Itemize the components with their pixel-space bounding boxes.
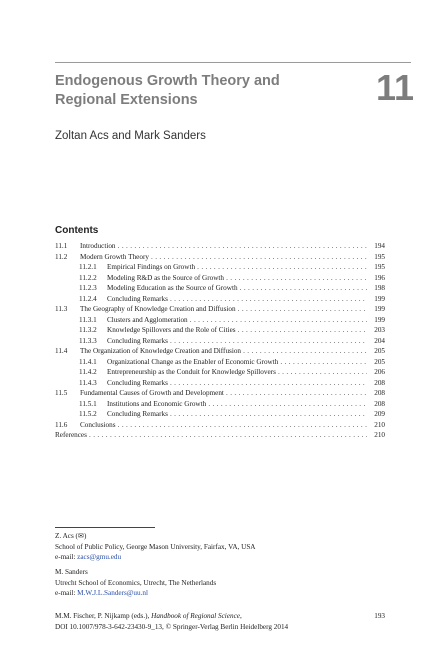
toc-entry-number: 11.1	[55, 242, 68, 250]
toc-entry[interactable]	[55, 409, 385, 420]
toc-entry-page: 196	[374, 273, 385, 282]
toc-entry[interactable]	[55, 378, 385, 389]
footnote-rule	[55, 527, 155, 528]
footer-editors-end: ,	[239, 612, 242, 620]
toc-entry-title: References . . .	[55, 430, 367, 441]
toc-entry[interactable]	[55, 388, 385, 399]
toc-entry-title: Modeling Education as the Source of Growth . . .	[55, 283, 367, 294]
toc-entry-number: 11.3.1	[79, 315, 97, 324]
toc-entry[interactable]	[55, 430, 385, 441]
toc-entry[interactable]	[55, 346, 385, 357]
toc-entry-title: Concluding Remarks . . .	[55, 409, 367, 420]
toc-entry[interactable]	[55, 367, 385, 378]
toc-entry-title: Fundamental Causes of Growth and Development . . .	[55, 388, 367, 399]
author-2-email-line	[55, 588, 216, 599]
toc-entry-title: The Geography of Knowledge Creation and Diffusion . . .	[55, 304, 367, 315]
toc-entry-number: 11.3.3	[79, 336, 97, 345]
footer-doi-line: DOI 10.1007/978-3-642-23430-9_13, © Springer-Verlag Berlin Heidelberg 2014	[55, 623, 289, 631]
email-label: e-mail:	[55, 553, 78, 561]
toc-entry[interactable]	[55, 357, 385, 368]
toc-entry-page: 203	[374, 326, 385, 334]
toc-entry[interactable]	[55, 315, 385, 326]
email-label: e-mail:	[55, 589, 78, 597]
toc-entry-page: 194	[374, 242, 385, 250]
toc-entry-number: 11.2	[55, 252, 68, 261]
toc-entry-page: 195	[374, 252, 385, 261]
toc-entry-title: Organizational Change as the Enabler of Economic Growth . . .	[55, 357, 367, 368]
toc-entry-page: 208	[374, 389, 385, 397]
affiliation-author-2	[55, 567, 216, 599]
affiliation-author-1	[55, 531, 256, 563]
toc-entry-number: 11.3	[55, 305, 68, 313]
toc-entry-number: 11.2.3	[79, 284, 97, 292]
toc-entry-number: 11.2.2	[79, 273, 97, 282]
toc-entry-title: Modeling R&D as the Source of Growth . . .	[55, 273, 367, 284]
toc-entry-number: 11.4.1	[79, 357, 97, 366]
toc-entry-number: 11.5.2	[79, 410, 97, 418]
footer-editors-line	[55, 611, 288, 622]
footer-citation	[55, 611, 288, 633]
toc-entry-title: Introduction . . .	[55, 241, 367, 252]
toc-entry[interactable]	[55, 241, 385, 252]
toc-entry-number: 11.2.1	[79, 263, 97, 271]
toc-entry-number: 11.4	[55, 347, 68, 355]
toc-entry-page: 195	[374, 263, 385, 271]
toc-entry-number: 11.2.4	[79, 294, 97, 303]
toc-entry-page: 199	[374, 305, 385, 313]
chapter-authors: Zoltan Acs and Mark Sanders	[55, 130, 206, 142]
toc-entry-title: The Organization of Knowledge Creation and Diffusion . . .	[55, 346, 367, 357]
toc-entry-number: 11.4.2	[79, 368, 97, 376]
chapter-title-line-2: Regional Extensions	[55, 92, 198, 108]
toc-entry-title: Concluding Remarks . . .	[55, 336, 367, 347]
toc-entry-title: Clusters and Agglomeration . . .	[55, 315, 367, 326]
toc-entry-page: 199	[374, 315, 385, 324]
toc-entry[interactable]	[55, 325, 385, 336]
toc-entry-page: 210	[374, 420, 385, 429]
toc-entry[interactable]	[55, 252, 385, 263]
author-1-name: Z. Acs (✉)	[55, 532, 87, 540]
toc-entry[interactable]	[55, 336, 385, 347]
toc-entry[interactable]	[55, 420, 385, 431]
toc-entry[interactable]	[55, 262, 385, 273]
page-number: 193	[374, 612, 385, 620]
author-2-email-link[interactable]: M.W.J.L.Sanders@uu.nl	[77, 589, 148, 597]
table-of-contents	[55, 241, 385, 441]
chapter-number: 11	[375, 67, 414, 108]
toc-entry[interactable]	[55, 304, 385, 315]
toc-entry[interactable]	[55, 399, 385, 410]
toc-entry-title: Modern Growth Theory . . .	[55, 252, 367, 263]
author-1-email-link[interactable]: zacs@gmu.edu	[77, 553, 122, 561]
toc-entry-page: 208	[374, 378, 385, 387]
toc-entry-page: 206	[374, 368, 385, 376]
toc-entry-page: 204	[374, 336, 385, 345]
toc-entry-title: Concluding Remarks . . .	[55, 378, 367, 389]
toc-entry-title: Concluding Remarks . . .	[55, 294, 367, 305]
toc-entry-title: Knowledge Spillovers and the Role of Cities . . .	[55, 325, 367, 336]
toc-entry-number: 11.4.3	[79, 378, 97, 387]
toc-entry[interactable]	[55, 283, 385, 294]
author-1-institution: School of Public Policy, George Mason University, Fairfax, VA, USA	[55, 542, 256, 551]
toc-entry-page: 199	[374, 294, 385, 303]
toc-entry-page: 210	[374, 431, 385, 439]
author-2-institution: Utrecht School of Economics, Utrecht, The Netherlands	[55, 578, 217, 587]
toc-entry-page: 198	[374, 284, 385, 292]
toc-entry-page: 205	[374, 357, 385, 366]
toc-entry-page: 208	[374, 399, 385, 408]
toc-entry-page: 205	[374, 347, 385, 355]
toc-entry-title: Empirical Findings on Growth . . .	[55, 262, 367, 273]
author-2-name: M. Sanders	[55, 568, 88, 576]
toc-entry-title: Institutions and Economic Growth . . .	[55, 399, 367, 410]
toc-entry-number: 11.5	[55, 389, 68, 397]
toc-entry-number: 11.6	[55, 420, 68, 429]
toc-entry-title: Entrepreneurship as the Conduit for Knowledge Spillovers . . .	[55, 367, 367, 378]
top-rule	[55, 62, 411, 63]
contents-heading: Contents	[55, 225, 99, 236]
toc-entry[interactable]	[55, 294, 385, 305]
chapter-title	[55, 72, 345, 110]
toc-entry-page: 209	[374, 410, 385, 418]
chapter-title-line-1: Endogenous Growth Theory and	[55, 73, 280, 89]
toc-entry[interactable]	[55, 273, 385, 284]
footer-editors: M.M. Fischer, P. Nijkamp (eds.),	[55, 612, 152, 620]
author-1-email-line	[55, 552, 256, 563]
footer-book-title: Handbook of Regional Science	[151, 612, 240, 620]
toc-entry-title: Conclusions . . .	[55, 420, 367, 431]
toc-entry-number: 11.5.1	[79, 399, 97, 408]
toc-entry-number: 11.3.2	[79, 326, 97, 334]
